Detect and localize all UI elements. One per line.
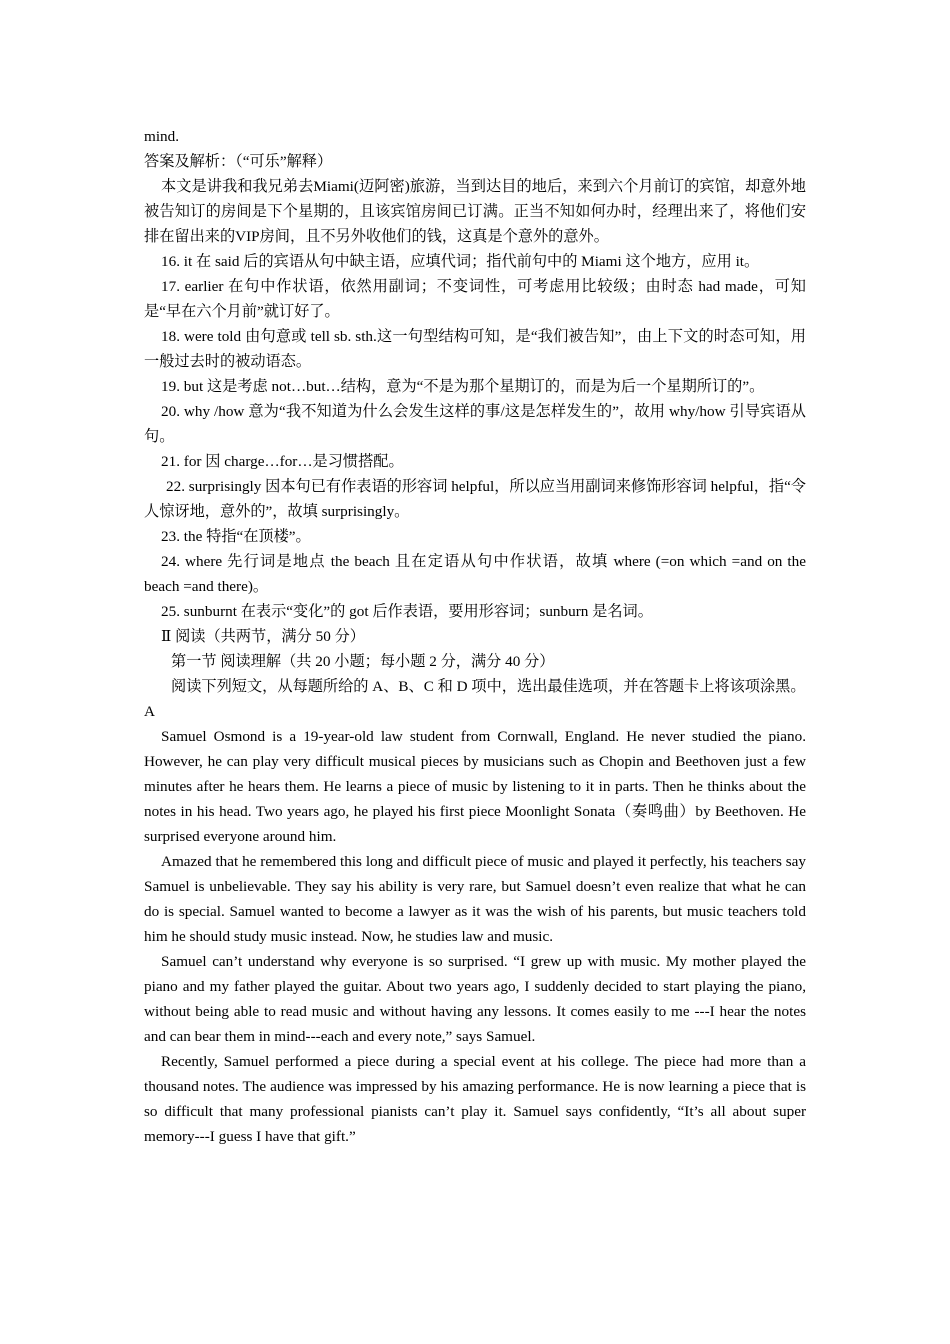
answer-22: 22. surprisingly 因本句已有作表语的形容词 helpful，所以应当用副词来修饰形容词 helpful，指“令人惊讶地，意外的”，故填 surprisingly。: [144, 478, 806, 520]
passage-paragraph-3: Samuel can’t understand why everyone is so surprised. “I grew up with music. My mother played the piano and my father played the guitar. About two years ago, I suddenly decided to start playing the piano, without being able to read music and without having any lessons. It comes easily to me ---I hear the notes and can bear them in mind---each and every note,” says Samuel.: [144, 953, 806, 1045]
passage-paragraph-4: Recently, Samuel performed a piece during a special event at his college. The piece had more than a thousand notes. The audience was impressed by his amazing performance. He is now learning a piece that is so difficult that many professional pianists can’t play it. Samuel says confidently, “It’s all about super memory---I guess I have that gift.”: [144, 1053, 806, 1145]
answer-17: 17. earlier 在句中作状语，依然用副词；不变词性，可考虑用比较级；由时态 had made，可知是“早在六个月前”就订好了。: [144, 278, 806, 320]
part-1-heading: 第一节 阅读理解（共 20 小题；每小题 2 分，满分 40 分）: [171, 653, 555, 670]
answer-24: 24. where 先行词是地点 the beach 且在定语从句中作状语，故填 where (=on which =and on the beach =and there)。: [144, 553, 806, 595]
section-2-heading: Ⅱ 阅读（共两节，满分 50 分）: [161, 628, 365, 645]
continued-text: mind.: [144, 128, 180, 145]
passage-label: A: [144, 703, 155, 720]
answer-16: 16. it 在 said 后的宾语从句中缺主语，应填代词；指代前句中的 Miami 这个地方，应用 it。: [161, 253, 760, 270]
document-page: [144, 124, 806, 1149]
answer-18: 18. were told 由句意或 tell sb. sth.这一句型结构可知，是“我们被告知”，由上下文的时态可知，用一般过去时的被动语态。: [144, 328, 806, 370]
answer-header: 答案及解析：（“可乐”解释）: [144, 153, 333, 170]
answer-23: 23. the 特指“在顶楼”。: [161, 528, 311, 545]
reading-instructions: 阅读下列短文，从每题所给的 A、B、C 和 D 项中，选出最佳选项，并在答题卡上将该项涂黑。: [171, 678, 806, 695]
passage-paragraph-1: Samuel Osmond is a 19-year-old law student from Cornwall, England. He never studied the piano. However, he can play very difficult musical pieces by musicians such as Chopin and Beethoven just a few minutes after he hears them. He learns a piece of music by listening to it in parts. Then he thinks about the notes in his head. Two years ago, he played his first piece Moonlight Sonata（奏鸣曲）by Beethoven. He surprised everyone around him.: [144, 728, 806, 845]
answer-25: 25. sunburnt 在表示“变化”的 got 后作表语，要用形容词；sunburn 是名词。: [161, 603, 653, 620]
passage-paragraph-2: Amazed that he remembered this long and difficult piece of music and played it perfectly, his teachers say Samuel is unbelievable. They say his ability is very rare, but Samuel doesn’t even realize that what he can do is special. Samuel wanted to become a lawyer as it was the wish of his parents, but music teachers told him he should study music instead. Now, he studies law and music.: [144, 853, 806, 945]
answer-21: 21. for 因 charge…for…是习惯搭配。: [161, 453, 404, 470]
answer-19: 19. but 这是考虑 not…but…结构，意为“不是为那个星期订的，而是为后一个星期所订的”。: [161, 378, 765, 395]
passage-summary: 本文是讲我和我兄弟去Miami(迈阿密)旅游，当到达目的地后，来到六个月前订的宾馆，却意外地被告知订的房间是下个星期的，且该宾馆房间已订满。正当不知如何办时，经理出来了，将他们安排在留出来的VIP房间，且不另外收他们的钱，这真是个意外的意外。: [144, 178, 806, 245]
answer-20: 20. why /how 意为“我不知道为什么会发生这样的事/这是怎样发生的”，故用 why/how 引导宾语从句。: [144, 403, 806, 445]
